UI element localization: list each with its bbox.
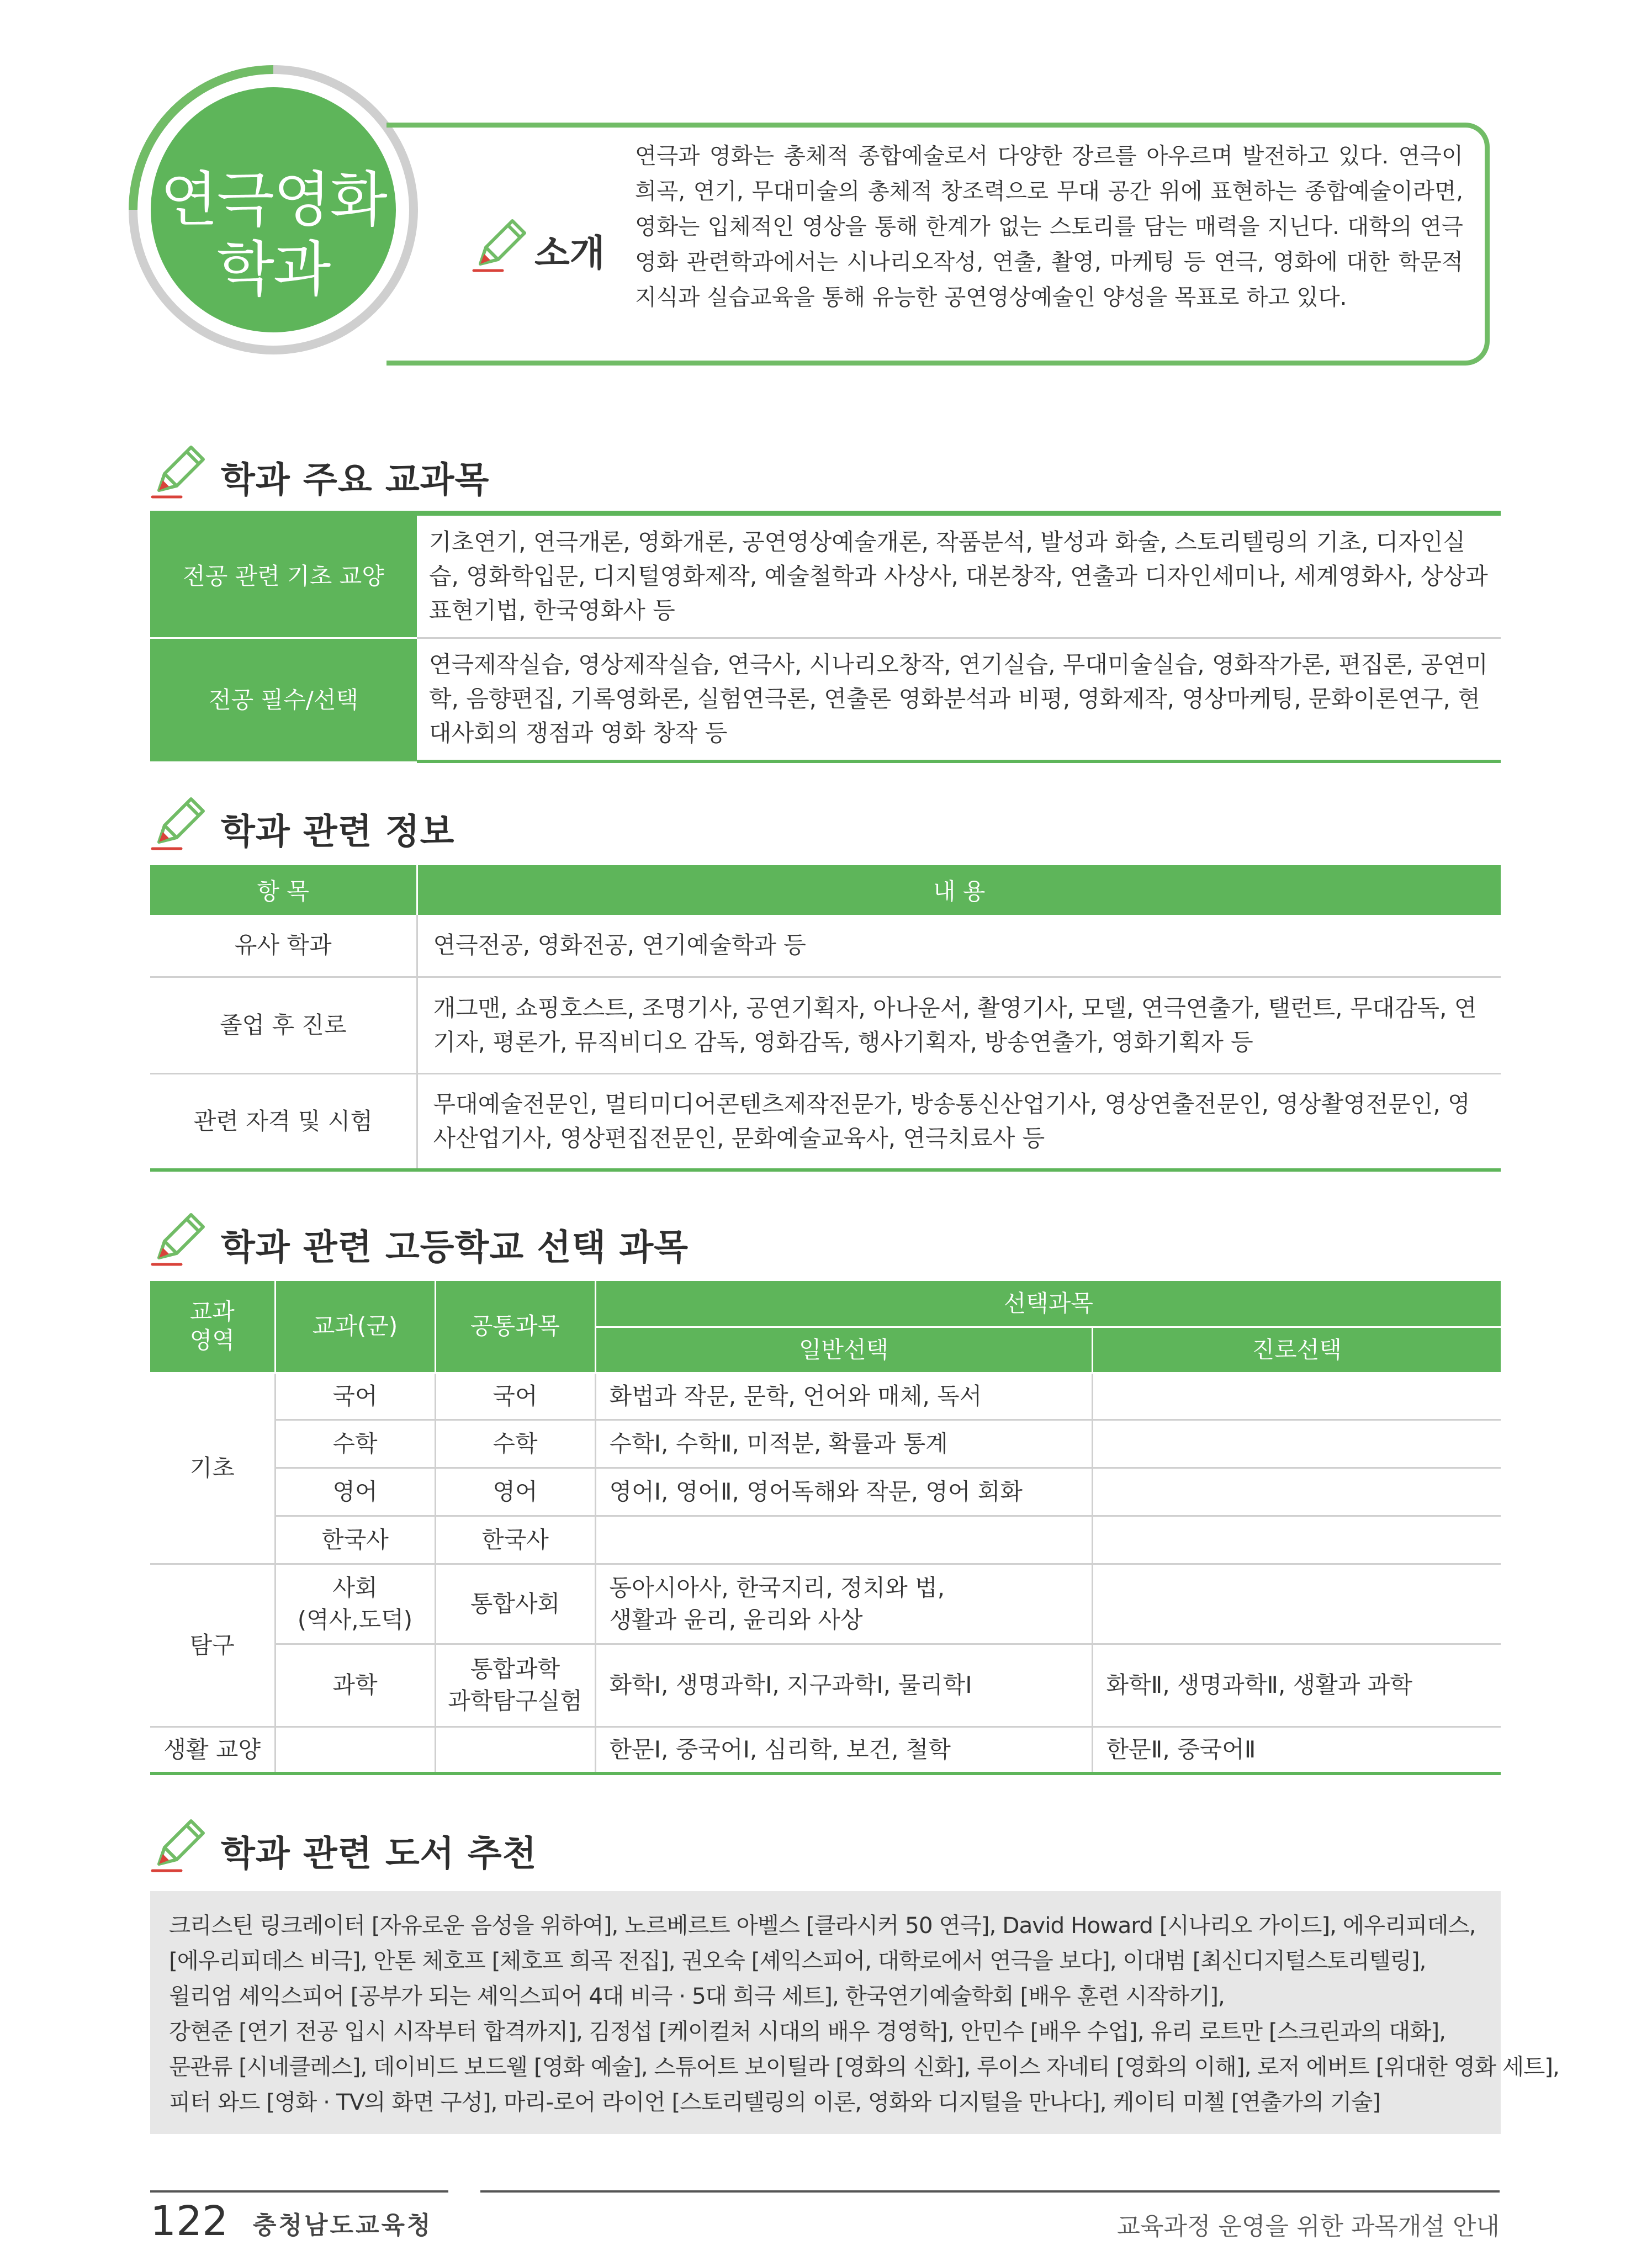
section-title-courses: 학과 주요 교과목 xyxy=(221,460,490,501)
career-cell: 한문Ⅱ, 중국어Ⅱ xyxy=(1092,1727,1501,1773)
book-line: [에우리피데스 비극], 안톤 체호프 [체호프 희곡 전집], 권오숙 [셰익스피어, 대학로에서 연극을 보다], 이대범 [최신디지털스토리텔링], xyxy=(169,1947,1426,1974)
section-title-info: 학과 관련 정보 xyxy=(221,812,455,852)
book-list xyxy=(150,1891,1559,2134)
group-cell: 영어 xyxy=(275,1468,435,1516)
career-cell xyxy=(1092,1373,1501,1420)
table-row xyxy=(150,638,1501,761)
info-content: 개그맨, 쇼핑호스트, 조명기사, 공연기획자, 아나운서, 촬영기사, 모델, 연극연출가, 탤런트, 무대감독, 연기자, 평론가, 뮤직비디오 감독, 영화감독, 행사기획자, 방송연출가, 영화기획자 등 xyxy=(417,977,1501,1073)
department-title-line2: 학과 xyxy=(216,235,330,304)
department-title-line1: 연극영화 xyxy=(160,166,386,235)
page-number: 122 xyxy=(150,2198,229,2245)
column-header: 내 용 xyxy=(417,865,1501,915)
career-cell: 화학Ⅱ, 생명과학Ⅱ, 생활과 과학 xyxy=(1092,1644,1501,1727)
courses-content: 연극제작실습, 영상제작실습, 연극사, 시나리오창작, 연기실습, 무대미술실습, 영화작가론, 편집론, 공연미학, 음향편집, 기록영화론, 실험연극론, 연출론 영화분석과 비평, 영화제작, 영상마케팅, 문화이론연구, 현대사회의 쟁점과 영화 창작 등 xyxy=(417,638,1501,761)
table-row xyxy=(150,1468,1501,1516)
book-line: 피터 와드 [영화 · TV의 화면 구성], 마리-로어 라이언 [스토리텔링의 이론, 영화와 디지털을 만나다], 케이티 미첼 [연출가의 기술] xyxy=(169,2089,1380,2115)
book-line: 강현준 [연기 전공 입시 시작부터 합격까지], 김정섭 [케이컬처 시대의 배우 경영학], 안민수 [배우 수업], 유리 로트만 [스크린과의 대화], xyxy=(169,2018,1446,2045)
group-cell: 사회 (역사,도덕) xyxy=(275,1564,435,1644)
highschool-table xyxy=(150,1281,1501,1775)
table-row xyxy=(150,1727,1501,1773)
common-cell: 영어 xyxy=(435,1468,595,1516)
pencil-icon xyxy=(148,793,209,854)
book-line: 윌리엄 셰익스피어 [공부가 되는 셰익스피어 4대 비극 · 5대 희극 세트], 한국연기예술학회 [배우 훈련 시작하기], xyxy=(169,1983,1225,2009)
info-label: 관련 자격 및 시험 xyxy=(150,1073,417,1170)
column-header: 교과(군) xyxy=(275,1281,435,1373)
group-cell: 과학 xyxy=(275,1644,435,1727)
group-cell: 한국사 xyxy=(275,1516,435,1564)
book-line: 크리스틴 링크레이터 [자유로운 음성을 위하여], 노르베르트 아벨스 [클라시커 50 연극], David Howard [시나리오 가이드], 에우리피데스, xyxy=(169,1912,1476,1939)
general-cell: 한문Ⅰ, 중국어Ⅰ, 심리학, 보건, 철학 xyxy=(595,1727,1092,1773)
info-label: 졸업 후 진로 xyxy=(150,977,417,1073)
courses-table xyxy=(150,511,1501,763)
header-area-line1: 교과 xyxy=(189,1298,235,1326)
general-cell xyxy=(595,1516,1092,1564)
pencil-icon xyxy=(148,1209,209,1270)
info-content: 무대예술전문인, 멀티미디어콘텐츠제작전문가, 방송통신산업기사, 영상연출전문인, 영상촬영전문인, 영사산업기사, 영상편집전문인, 문화예술교육사, 연극치료사 등 xyxy=(417,1073,1501,1170)
pencil-icon xyxy=(148,1815,209,1876)
section-title-highschool: 학과 관련 고등학교 선택 과목 xyxy=(221,1227,689,1268)
courses-content: 기초연기, 연극개론, 영화개론, 공연영상예술개론, 작품분석, 발성과 화술, 스토리텔링의 기초, 디자인실습, 영화학입문, 디지털영화제작, 예술철학과 사상사, 대본창작, 연출과 디자인세미나, 세계영화사, 상상과 표현기법, 한국영화사 등 xyxy=(417,513,1501,638)
common-cell: 통합사회 xyxy=(435,1564,595,1644)
column-header: 진로선택 xyxy=(1092,1327,1501,1373)
general-cell: 화학Ⅰ, 생명과학Ⅰ, 지구과학Ⅰ, 물리학Ⅰ xyxy=(595,1644,1092,1727)
table-row xyxy=(150,1644,1501,1727)
column-header: 일반선택 xyxy=(595,1327,1092,1373)
common-cell: 통합과학 과학탐구실험 xyxy=(435,1644,595,1727)
group-cell: 국어 xyxy=(275,1373,435,1420)
general-cell: 화법과 작문, 문학, 언어와 매체, 독서 xyxy=(595,1373,1092,1420)
table-row xyxy=(150,1420,1501,1468)
section-title-books: 학과 관련 도서 추천 xyxy=(221,1834,537,1875)
table-row xyxy=(150,977,1501,1073)
career-cell xyxy=(1092,1516,1501,1564)
common-cell: 국어 xyxy=(435,1373,595,1420)
footer-divider xyxy=(480,2190,1500,2193)
table-row xyxy=(150,1073,1501,1170)
general-cell: 영어Ⅰ, 영어Ⅱ, 영어독해와 작문, 영어 회화 xyxy=(595,1468,1092,1516)
info-content: 연극전공, 영화전공, 연기예술학과 등 xyxy=(433,931,806,959)
area-cell: 기초 xyxy=(150,1373,275,1564)
group-cell: 수학 xyxy=(275,1420,435,1468)
header-area-line2: 영역 xyxy=(189,1327,235,1354)
intro-label: 소개 xyxy=(534,232,605,274)
column-header xyxy=(150,1281,275,1373)
general-cell: 동아시아사, 한국지리, 정치와 법, 생활과 윤리, 윤리와 사상 xyxy=(595,1564,1092,1644)
info-label: 유사 학과 xyxy=(150,915,417,977)
column-header: 선택과목 xyxy=(595,1281,1501,1327)
table-row xyxy=(150,513,1501,638)
column-header: 공통과목 xyxy=(435,1281,595,1373)
table-row xyxy=(150,915,1501,977)
pencil-icon xyxy=(148,442,209,502)
footer-divider xyxy=(150,2190,448,2193)
book-line: 문관류 [시네클레스], 데이비드 보드웰 [영화 예술], 스튜어트 보이틸라 [영화의 신화], 루이스 자네티 [영화의 이해], 로저 에버트 [위대한 영화 세트], xyxy=(169,2053,1559,2080)
info-table xyxy=(150,865,1501,1172)
table-header-row xyxy=(150,865,1501,915)
group-cell xyxy=(275,1727,435,1773)
career-cell xyxy=(1092,1564,1501,1644)
table-row xyxy=(150,1373,1501,1420)
organization-name: 충청남도교육청 xyxy=(253,2211,433,2239)
career-cell xyxy=(1092,1468,1501,1516)
courses-label: 전공 관련 기초 교양 xyxy=(150,513,417,638)
general-cell: 수학Ⅰ, 수학Ⅱ, 미적분, 확률과 통계 xyxy=(595,1420,1092,1468)
area-cell: 생활 교양 xyxy=(150,1727,275,1773)
intro-text: 연극과 영화는 총체적 종합예술로서 다양한 장르를 아우르며 발전하고 있다. 연극이 희곡, 연기, 무대미술의 총체적 창조력으로 무대 공간 위에 표현하는 종합예술이라면, 영화는 입체적인 영상을 통해 한계가 없는 스토리를 담는 매력을 지닌다. 대학의 연극영화 관련학과에서는 시나리오작성, 연출, 촬영, 마케팅 등 연극, 영화에 대한 학문적 지식과 실습교육을 통해 유능한 공연영상예술인 양성을 목표로 하고 있다. xyxy=(635,142,1463,310)
common-cell xyxy=(435,1727,595,1773)
column-header: 항 목 xyxy=(150,865,417,915)
courses-label: 전공 필수/선택 xyxy=(150,638,417,761)
guide-title: 교육과정 운영을 위한 과목개설 안내 xyxy=(1116,2212,1500,2241)
pencil-icon xyxy=(469,215,530,276)
common-cell: 수학 xyxy=(435,1420,595,1468)
table-row xyxy=(150,1564,1501,1644)
table-header-row xyxy=(150,1281,1501,1327)
common-cell: 한국사 xyxy=(435,1516,595,1564)
area-cell: 탐구 xyxy=(150,1564,275,1727)
table-row xyxy=(150,1516,1501,1564)
department-title xyxy=(141,166,406,305)
career-cell xyxy=(1092,1420,1501,1468)
